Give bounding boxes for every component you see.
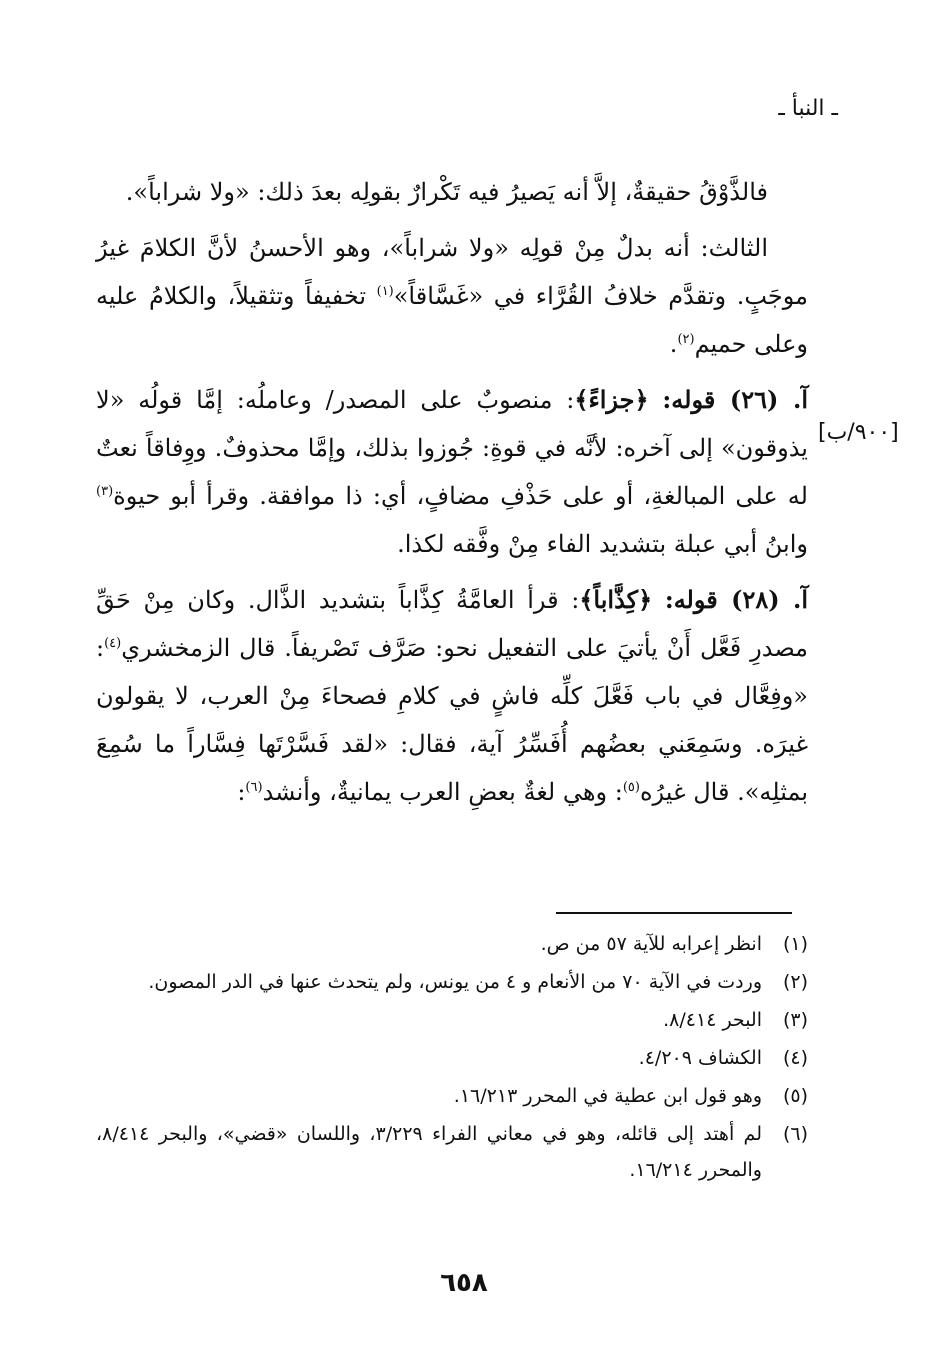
footnote-ref[interactable]: (٤) xyxy=(104,636,122,651)
footnote-ref[interactable]: (٥) xyxy=(622,780,640,795)
main-text xyxy=(96,168,808,824)
footnote-item xyxy=(96,1002,808,1038)
footnote-ref[interactable]: (٣) xyxy=(96,484,114,499)
paragraph-text: . xyxy=(669,330,678,358)
footnote-text: وهو قول ابن عطية في المحرر ١٦/٢١٣. xyxy=(453,1085,762,1107)
footnote-number: (٤) xyxy=(782,1047,808,1069)
manuscript-folio-reference: [٩٠٠/ب] xyxy=(818,420,899,445)
paragraph-text: وابنُ أبي عبلة بتشديد الفاء مِنْ وفَّقه لكذا. xyxy=(397,530,808,558)
paragraph-text: : وهي لغةٌ بعضِ العرب يمانيةٌ، وأنشد xyxy=(262,778,623,806)
footnote-item xyxy=(96,1116,808,1188)
footnote-ref[interactable]: (١) xyxy=(376,284,394,299)
page-number: ٦٥٨ xyxy=(440,1268,488,1298)
footnote-item xyxy=(96,1078,808,1114)
footnote-text: انظر إعرابه للآية ٥٧ من ص. xyxy=(540,933,762,955)
paragraph-1 xyxy=(96,168,808,216)
paragraph-text: : «وفِعَّال في باب فَعَّلَ كلِّه فاشٍ في كلامِ فصحاءَ مِنْ العرب، لا يقولون غيرَه. وسَمِعَني بعضُهم أُفَسِّرُ آية، فقال: «لقد فَسَّرْتَها فِسَّاراً ما سُمِعَ بمثلِه». قال غيرُه xyxy=(96,634,808,806)
paragraph-text: : منصوبٌ على المصدر/ وعاملُه: إمَّا قولُه «لا يذوقون» إلى آخره: لأنَّه في قوةِ: جُوزوا بذلك، وإمَّا محذوفٌ. ووِفاقاً نعتٌ له على المبالغةِ، أو على حَذْفِ مضافٍ، أي: ذا موافقة. وقرأ أبو حيوة xyxy=(96,386,808,510)
paragraph-text: فالذَّوْقُ حقيقةٌ، إلاَّ أنه يَصيرُ فيه تَكْرارٌ بقولِه بعدَ ذلك: «ولا شراباً». xyxy=(125,178,768,206)
paragraph-text: : قرأ العامَّةُ كِذَّاباً بتشديد الذَّال. وكان مِنْ حَقِّ مصدرِ فَعَّل أَنْ يأتيَ على التفعيل نحو: صَرَّف تَصْريفاً. قال الزمخشري xyxy=(96,586,808,662)
footnote-item xyxy=(96,1040,808,1076)
footnote-text: وردت في الآية ٧٠ من الأنعام و ٤ من يونس، ولم يتحدث عنها في الدر المصون. xyxy=(148,971,762,993)
footnote-divider xyxy=(556,912,792,914)
verse-label: آ. (٢٦) قوله: xyxy=(662,385,808,414)
footnote-text: لم أهتد إلى قائله، وهو في معاني الفراء ٣/٢٢٩، واللسان «قضي»، والبحر ٨/٤١٤، والمحرر ١٦/٢١٤. xyxy=(96,1123,762,1181)
paragraph-text: : xyxy=(237,778,246,806)
paragraph-2 xyxy=(96,224,808,368)
paragraph-verse-28 xyxy=(96,576,808,816)
footnote-ref[interactable]: (٢) xyxy=(677,332,695,347)
footnotes xyxy=(96,926,808,1190)
running-header: ـ النبأ ـ xyxy=(778,96,838,121)
paragraph-text: تخفيفاً وتثقيلاً، والكلامُ عليه وعلى حميم xyxy=(96,282,808,358)
quranic-quote: ﴿جزاءً﴾ xyxy=(574,385,649,414)
footnote-number: (٥) xyxy=(782,1085,808,1107)
footnote-text: الكشاف ٤/٢٠٩. xyxy=(638,1047,762,1069)
footnote-ref[interactable]: (٦) xyxy=(245,780,263,795)
footnote-number: (٦) xyxy=(782,1123,808,1145)
footnote-item xyxy=(96,926,808,962)
footnote-number: (٢) xyxy=(782,971,808,993)
paragraph-verse-26 xyxy=(96,376,808,568)
footnote-text: البحر ٨/٤١٤. xyxy=(663,1009,762,1031)
footnote-item xyxy=(96,964,808,1000)
footnote-number: (٣) xyxy=(782,1009,808,1031)
paragraph-text: الثالث: أنه بدلٌ مِنْ قولِه «ولا شراباً»، وهو الأحسنُ لأنَّ الكلامَ غيرُ موجَبٍ. وتقدَّم خلافُ القُرَّاء في «غَسَّاقاً» xyxy=(96,234,808,310)
footnote-number: (١) xyxy=(782,933,808,955)
quranic-quote: ﴿كِذَّاباً﴾ xyxy=(579,585,653,614)
verse-label: آ. (٢٨) قوله: xyxy=(664,585,808,614)
